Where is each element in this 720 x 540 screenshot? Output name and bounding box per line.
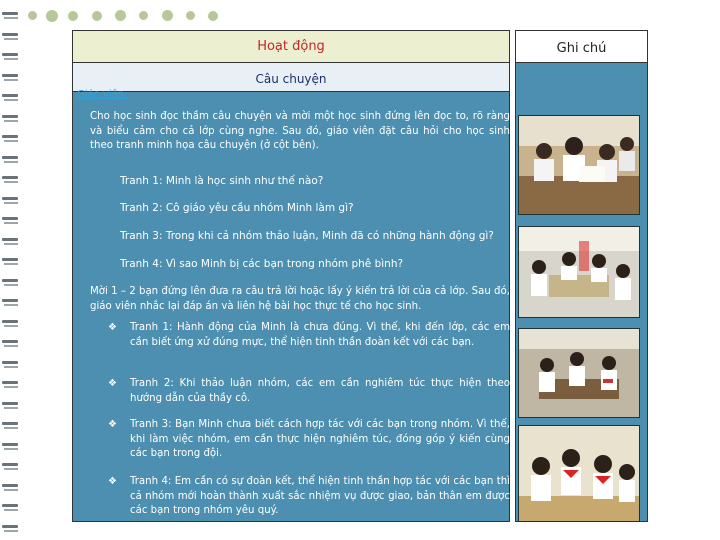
dot	[115, 10, 126, 21]
binding-ring	[2, 33, 18, 42]
activity-header: Hoạt động	[73, 31, 509, 63]
binding-ring	[2, 525, 18, 534]
diamond-bullet-icon: ❖	[108, 419, 117, 430]
dot	[208, 11, 218, 21]
binding-ring	[2, 135, 18, 144]
dot	[139, 11, 148, 20]
answer-item	[108, 418, 510, 462]
binding-ring	[2, 299, 18, 308]
illustration-photo-4	[518, 425, 640, 522]
diamond-bullet-icon: ❖	[108, 476, 117, 487]
binding-ring	[2, 484, 18, 493]
answer-item	[108, 475, 510, 519]
binding-ring	[2, 74, 18, 83]
teacher-label: Giáo viên:	[77, 89, 128, 100]
answer-text: Tranh 1: Hành động của Minh là chưa đúng. Vì thế, khi đến lớp, các em cần biết ứng xử đúng mực, thể hiện tinh thần đoàn kết với các bạn.	[130, 322, 510, 348]
question-2: Tranh 2: Cô giáo yêu cầu nhóm Minh làm gì?	[120, 202, 354, 214]
dot	[162, 10, 173, 21]
binding-ring	[2, 402, 18, 411]
binding-ring	[2, 217, 18, 226]
answer-item	[108, 321, 510, 350]
binding-ring	[2, 115, 18, 124]
answer-text: Tranh 2: Khi thảo luận nhóm, các em cần nghiêm túc thực hiện theo hướng dẫn của thầy cô.	[130, 378, 510, 404]
binding-ring	[2, 94, 18, 103]
binding-ring	[2, 156, 18, 165]
illustration-photo-1	[518, 115, 640, 215]
illustration-photo-3	[518, 328, 640, 418]
dot	[68, 11, 78, 21]
dot	[186, 11, 195, 20]
binding-ring	[2, 197, 18, 206]
binding-ring	[2, 504, 18, 513]
binding-ring	[2, 463, 18, 472]
binding-ring	[2, 53, 18, 62]
dot	[92, 11, 102, 21]
binding-ring	[2, 258, 18, 267]
binding-ring	[2, 422, 18, 431]
dot	[46, 10, 58, 22]
answer-item	[108, 377, 510, 406]
diamond-bullet-icon: ❖	[108, 322, 117, 333]
answer-text: Tranh 4: Em cần có sự đoàn kết, thể hiện tinh thần hợp tác với các bạn thì cả nhóm mới hoàn thành xuất sắc nhiệm vụ được giao, bản thân em được các bạn trong nhóm yêu quý.	[130, 476, 510, 516]
question-4: Tranh 4: Vì sao Minh bị các bạn trong nhóm phê bình?	[120, 258, 404, 270]
binding-ring	[2, 279, 18, 288]
binding-ring	[2, 176, 18, 185]
binding-ring	[2, 381, 18, 390]
binding-ring	[2, 320, 18, 329]
question-1: Tranh 1: Minh là học sinh như thế nào?	[120, 175, 324, 187]
notebook-binding	[0, 0, 22, 540]
binding-ring	[2, 443, 18, 452]
story-subheader: Câu chuyện	[73, 63, 509, 92]
followup-paragraph: Mời 1 – 2 bạn đứng lên đưa ra câu trả lời hoặc lấy ý kiến trả lời của cả lớp. Sau đó, giáo viên nhắc lại đáp án và liên hệ bài học thực tế cho học sinh.	[90, 286, 510, 312]
answer-text: Tranh 3: Bạn Minh chưa biết cách hợp tác với các bạn trong nhóm. Vì thế, khi làm việc nhóm, em cần thực hiện nghiêm túc, đóng góp ý kiến cùng các bạn trong đội.	[130, 419, 510, 459]
binding-ring	[2, 238, 18, 247]
question-3: Tranh 3: Trong khi cả nhóm thảo luận, Minh đã có những hành động gì?	[120, 230, 494, 242]
binding-ring	[2, 12, 18, 21]
intro-paragraph: Cho học sinh đọc thầm câu chuyện và mời một học sinh đứng lên đọc to, rõ ràng và biểu cảm cho cả lớp cùng nghe. Sau đó, giáo viên đặt câu hỏi cho học sinh theo tranh minh họa câu chuyện (ở cột bên).	[90, 111, 510, 151]
binding-ring	[2, 340, 18, 349]
diamond-bullet-icon: ❖	[108, 378, 117, 389]
dot	[28, 11, 37, 20]
illustration-photo-2	[518, 226, 640, 318]
notes-header: Ghi chú	[516, 31, 647, 63]
binding-ring	[2, 361, 18, 370]
